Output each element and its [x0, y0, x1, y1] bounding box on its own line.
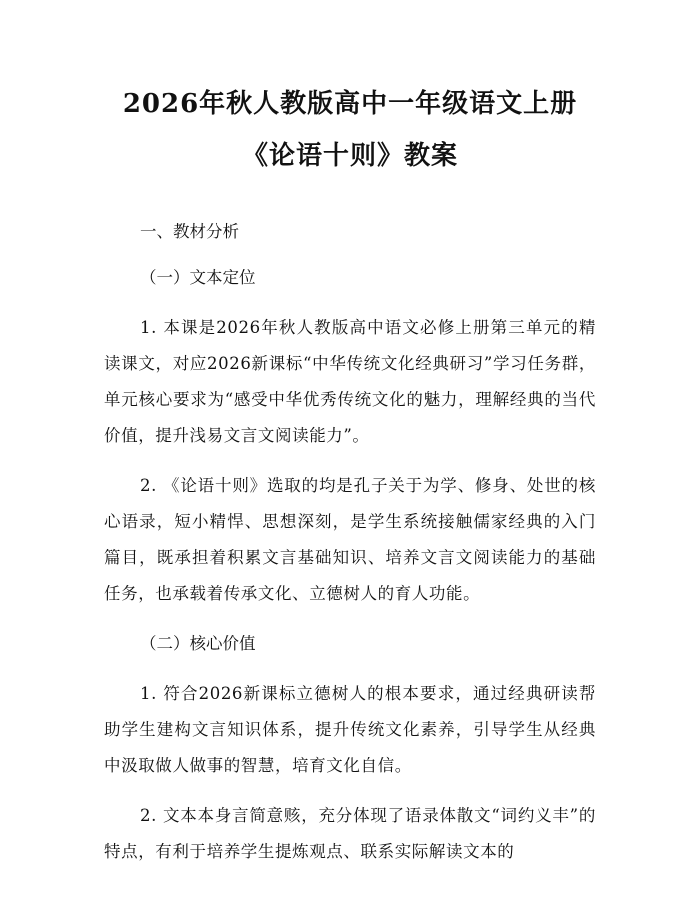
subsection-heading-text-positioning: （一）文本定位 [140, 268, 256, 287]
paragraph-core-value-2: 2. 文本本身言简意赅，充分体现了语录体散文“词约义丰”的特点，有利于培养学生提炼观点、联系实际解读文本的 [104, 806, 596, 861]
subsection-heading-core-value: （二）核心价值 [140, 634, 256, 653]
paragraph-positioning-1: 1. 本课是2026年秋人教版高中语文必修上册第三单元的精读课文，对应2026新课标“中华传统文化经典研习”学习任务群，单元核心要求为“感受中华优秀传统文化的魅力，理解经典的当代价值，提升浅易文言文阅读能力”。 [104, 318, 596, 445]
document-title: 2026年秋人教版高中一年级语文上册《论语十则》教案 [122, 89, 578, 171]
paragraph-positioning-2: 2. 《论语十则》选取的均是孔子关于为学、修身、处世的核心语录，短小精悍、思想深刻，是学生系统接触儒家经典的入门篇目，既承担着积累文言基础知识、培养文言文阅读能力的基础任务，也承载着传承文化、立德树人的育人功能。 [104, 476, 596, 603]
paragraph-core-value-1: 1. 符合2026新课标立德树人的根本要求，通过经典研读帮助学生建构文言知识体系，提升传统文化素养，引导学生从经典中汲取做人做事的智慧，培育文化自信。 [104, 684, 596, 775]
section-heading-teaching-material-analysis: 一、教材分析 [140, 222, 239, 241]
